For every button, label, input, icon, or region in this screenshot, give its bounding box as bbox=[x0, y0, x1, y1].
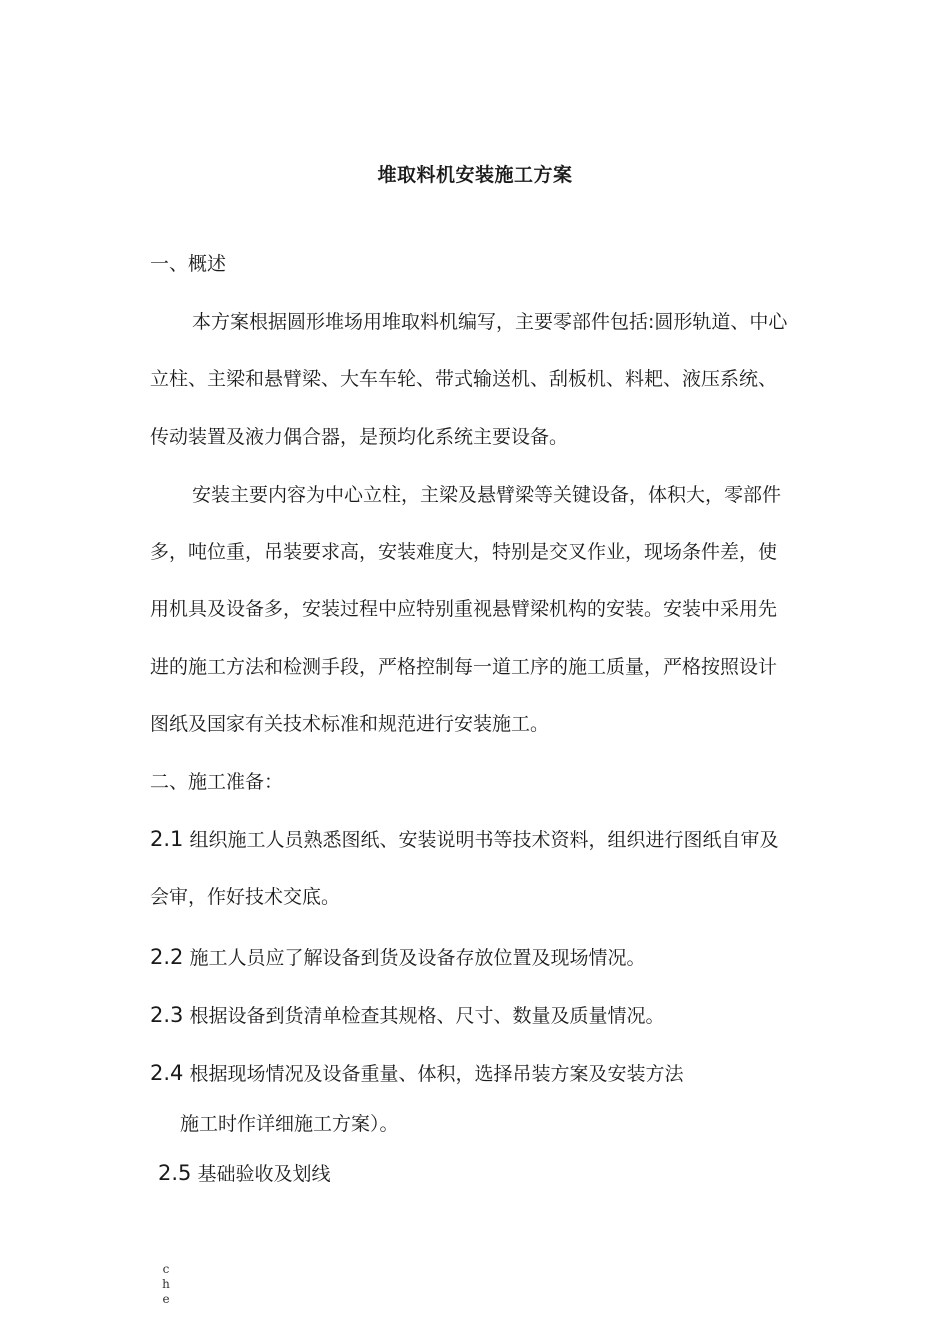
marginal-char: c bbox=[162, 1262, 170, 1276]
paragraph-line: 安装主要内容为中心立柱，主梁及悬臂梁等关键设备，体积大，零部件 bbox=[192, 484, 782, 506]
item-text: 组织施工人员熟悉图纸、安装说明书等技术资料，组织进行图纸自审及 bbox=[189, 829, 779, 851]
list-item bbox=[158, 1160, 330, 1187]
item-number: 2.3 bbox=[150, 1003, 184, 1027]
section-heading-overview: 一、概述 bbox=[150, 253, 227, 275]
paragraph-line: 本方案根据圆形堆场用堆取料机编写，主要零部件包括:圆形轨道、中心 bbox=[192, 311, 788, 333]
marginal-char: h bbox=[162, 1277, 170, 1291]
paragraph-line: 多，吨位重，吊装要求高，安装难度大，特别是交叉作业，现场条件差，使 bbox=[150, 541, 778, 563]
page-title: 堆取料机安装施工方案 bbox=[377, 164, 573, 186]
section-heading-preparation: 二、施工准备： bbox=[150, 771, 284, 793]
item-text: 施工人员应了解设备到货及设备存放位置及现场情况。 bbox=[189, 947, 646, 969]
list-item-continuation: 施工时作详细施工方案）。 bbox=[180, 1113, 399, 1135]
list-item bbox=[150, 1060, 683, 1087]
paragraph-line: 传动装置及液力偶合器，是预均化系统主要设备。 bbox=[150, 426, 569, 448]
item-number: 2.4 bbox=[150, 1061, 184, 1085]
paragraph-line: 用机具及设备多，安装过程中应特别重视悬臂梁机构的安装。安装中采用先 bbox=[150, 598, 778, 620]
paragraph-line: 图纸及国家有关技术标准和规范进行安装施工。 bbox=[150, 713, 550, 735]
item-number: 2.1 bbox=[150, 827, 184, 851]
marginal-note bbox=[160, 1262, 172, 1307]
item-number: 2.5 bbox=[158, 1161, 192, 1185]
item-text: 根据设备到货清单检查其规格、尺寸、数量及质量情况。 bbox=[189, 1005, 665, 1027]
item-text: 根据现场情况及设备重量、体积，选择吊装方案及安装方法 bbox=[189, 1063, 684, 1085]
list-item bbox=[150, 826, 778, 853]
item-number: 2.2 bbox=[150, 945, 184, 969]
list-item bbox=[150, 1002, 664, 1029]
item-text: 基础验收及划线 bbox=[197, 1163, 331, 1185]
list-item-continuation: 会审，作好技术交底。 bbox=[150, 886, 341, 908]
marginal-char: e bbox=[162, 1292, 170, 1306]
paragraph-line: 进的施工方法和检测手段，严格控制每一道工序的施工质量，严格按照设计 bbox=[150, 656, 778, 678]
list-item bbox=[150, 944, 645, 971]
paragraph-line: 立柱、主梁和悬臂梁、大车车轮、带式输送机、刮板机、料耙、液压系统、 bbox=[150, 368, 778, 390]
